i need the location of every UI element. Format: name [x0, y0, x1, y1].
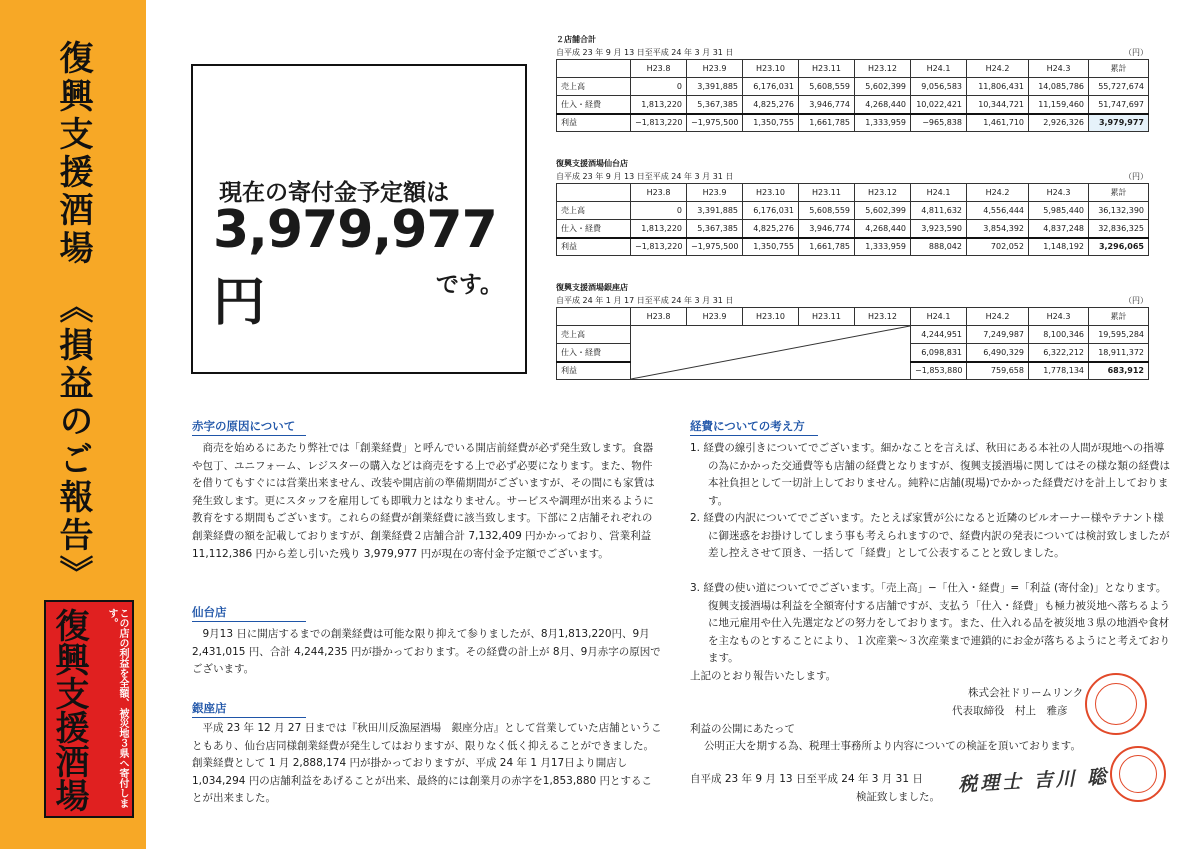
cell: 2,926,326 — [1029, 114, 1089, 132]
cumulative-profit-cell: 3,296,065 — [1089, 238, 1149, 256]
cell: 759,658 — [967, 362, 1029, 380]
table-row — [557, 238, 1149, 256]
cell: 10,022,421 — [911, 96, 967, 114]
cell: 32,836,325 — [1089, 220, 1149, 238]
cell: 1,813,220 — [631, 220, 687, 238]
table-unit: （円） — [1124, 48, 1148, 57]
cell: 4,268,440 — [855, 96, 911, 114]
company-name: 株式会社ドリームリンク — [968, 687, 1084, 699]
cell: 5,608,559 — [799, 202, 855, 220]
column-header: H23.9 — [687, 60, 743, 78]
table-unit: （円） — [1124, 172, 1148, 181]
cell: 5,367,385 — [687, 220, 743, 238]
column-header: H24.3 — [1029, 60, 1089, 78]
row-label: 仕入・経費 — [557, 96, 631, 114]
table-caption: 復興支援酒場銀座店 — [556, 283, 628, 292]
column-header: 累計 — [1089, 184, 1149, 202]
donation-callout — [191, 64, 527, 374]
column-header: H23.10 — [743, 184, 799, 202]
table-block-total — [556, 34, 1148, 132]
logo-sub-text: この店の利益を全額、被災地３県へ寄付します。 — [106, 608, 128, 808]
cell: 51,747,697 — [1089, 96, 1149, 114]
cell: 1,778,134 — [1029, 362, 1089, 380]
heading-sendai: 仙台店 — [192, 604, 306, 622]
cell: −1,853,880 — [911, 362, 967, 380]
sendai-table — [556, 183, 1149, 256]
diagonal-line — [631, 326, 910, 379]
cell: −1,813,220 — [631, 114, 687, 132]
cell: 1,350,755 — [743, 238, 799, 256]
no-data-diagonal — [631, 326, 911, 380]
table-range-row — [556, 46, 1148, 59]
table-row — [557, 114, 1149, 132]
column-header: H23.9 — [687, 184, 743, 202]
cell: 3,923,590 — [911, 220, 967, 238]
column-header: H24.2 — [967, 184, 1029, 202]
verification-statement: 検証致しました。 — [856, 791, 940, 803]
cell: 702,052 — [967, 238, 1029, 256]
total-table — [556, 59, 1149, 132]
tax-accountant-signature: 税理士 吉川 聡 — [957, 766, 1110, 796]
cell: 6,098,831 — [911, 344, 967, 362]
cell: 0 — [631, 202, 687, 220]
cell: 19,595,284 — [1089, 326, 1149, 344]
column-header: H23.12 — [855, 60, 911, 78]
row-label: 利益 — [557, 238, 631, 256]
column-header: H23.11 — [799, 308, 855, 326]
cell: 4,244,951 — [911, 326, 967, 344]
ginza-paragraph: 平成 23 年 12 月 27 日までは『秋田川反漁屋酒場 銀座分店』として営業していた店舗ということもあり、仙台店同様創業経費が発生してはおりますが、限りなく低く抑えることができました。創業経費として 1 月 2,888,174 円が掛かっておりますが、平成 24 年 1 月17日より開店し 1,034,294 円の店舗利益をあげることが出来、最終的には創業月の赤字を1,853,880 円とすることが出来ました。 — [192, 722, 662, 805]
disclosure-heading: 利益の公開にあたって — [690, 723, 795, 735]
cell: 1,148,192 — [1029, 238, 1089, 256]
row-label: 利益 — [557, 114, 631, 132]
row-label: 仕入・経費 — [557, 344, 631, 362]
column-header: H23.10 — [743, 308, 799, 326]
cell: 14,085,786 — [1029, 78, 1089, 96]
column-header: H24.1 — [911, 184, 967, 202]
cell: 3,391,885 — [687, 78, 743, 96]
column-header: H23.11 — [799, 60, 855, 78]
column-header: H24.3 — [1029, 308, 1089, 326]
cell: 4,825,276 — [743, 220, 799, 238]
cell: 55,727,674 — [1089, 78, 1149, 96]
logo-main-text: 復興支援酒場 — [49, 608, 89, 812]
cell: 1,461,710 — [967, 114, 1029, 132]
heading-expense-policy: 経費についての考え方 — [690, 418, 818, 436]
corner-cell — [557, 60, 631, 78]
column-header: 累計 — [1089, 60, 1149, 78]
corner-cell — [557, 308, 631, 326]
corner-cell — [557, 184, 631, 202]
cell: 11,159,460 — [1029, 96, 1089, 114]
cell: 5,608,559 — [799, 78, 855, 96]
cell: 1,661,785 — [799, 114, 855, 132]
cell: 888,042 — [911, 238, 967, 256]
column-header: H23.12 — [855, 184, 911, 202]
cell: 4,811,632 — [911, 202, 967, 220]
column-header: H24.1 — [911, 308, 967, 326]
report-closing: 上記のとおり報告いたします。 — [690, 670, 837, 682]
table-period: 自平成 24 年 1 月 17 日至平成 24 年 3 月 31 日 — [556, 296, 734, 305]
table-range-row — [556, 294, 1148, 307]
cell: 5,602,399 — [855, 202, 911, 220]
column-header: H23.11 — [799, 184, 855, 202]
expense-item-3: 3. 経費の使い道についてでございます。「売上高」−「仕入・経費」=「利益 (寄付金)」となります。復興支援酒場は利益を全額寄付する店舗ですが、支払う「仕入・経費」も極力被災地へ落ちるように地元雇用や仕入先選定などの努力をしております。また、仕入れる品を被災地３県の地酒や食材を主なものとすることにより、１次産業〜３次産業まで連鎖的にお金が落ちるようにと考えております。 — [690, 582, 1170, 665]
donation-amount: 3,979,977円 — [213, 200, 497, 333]
logo-badge — [44, 600, 134, 818]
cell: 10,344,721 — [967, 96, 1029, 114]
column-header: H24.2 — [967, 60, 1029, 78]
row-label: 仕入・経費 — [557, 220, 631, 238]
column-header: H23.8 — [631, 184, 687, 202]
column-header: H23.12 — [855, 308, 911, 326]
cell: 0 — [631, 78, 687, 96]
row-label: 売上高 — [557, 202, 631, 220]
row-label: 利益 — [557, 362, 631, 380]
cell: 7,249,987 — [967, 326, 1029, 344]
cell: 3,946,774 — [799, 220, 855, 238]
table-caption: 復興支援酒場仙台店 — [556, 159, 628, 168]
table-row — [557, 78, 1149, 96]
cell: −1,813,220 — [631, 238, 687, 256]
expense-item-1: 1. 経費の線引きについてでございます。細かなことを言えば、秋田にある本社の人間が現地への指導の為にかかった交通費等も店舗の経費となりますが、復興支援酒場に関してはその様な類の経費は本社負担として一切計上しておりません。純粋に店舗(現場)でかかった経費だけを計上しております。 — [690, 442, 1170, 507]
cell: 6,322,212 — [1029, 344, 1089, 362]
heading-ginza: 銀座店 — [192, 700, 306, 718]
cell: 9,056,583 — [911, 78, 967, 96]
expense-item-2: 2. 経費の内訳についてでございます。たとえば家賃が公になると近隣のビルオーナー様やテナント様に御迷惑をお掛けしてしまう事も考えられますので、経費内訳の発表については検討致しましたが差し控えさせて頂き、一括して「経費」として公表することと致しました。 — [690, 512, 1170, 560]
cell: 5,602,399 — [855, 78, 911, 96]
cumulative-profit-cell: 3,979,977 — [1089, 114, 1149, 132]
table-block-ginza — [556, 282, 1148, 380]
cell: 1,813,220 — [631, 96, 687, 114]
column-header: H24.3 — [1029, 184, 1089, 202]
cell: 3,854,392 — [967, 220, 1029, 238]
tax-accountant-seal-inner-ring — [1119, 755, 1157, 793]
table-row — [557, 202, 1149, 220]
row-label: 売上高 — [557, 78, 631, 96]
table-period: 自平成 23 年 9 月 13 日至平成 24 年 3 月 31 日 — [556, 172, 734, 181]
table-block-sendai — [556, 158, 1148, 256]
column-header: H23.8 — [631, 60, 687, 78]
cell: 11,806,431 — [967, 78, 1029, 96]
column-header: H23.10 — [743, 60, 799, 78]
column-header: H24.2 — [967, 308, 1029, 326]
cell: 1,333,959 — [855, 114, 911, 132]
disclosure-body: 公明正大を期する為、税理士事務所より内容についての検証を頂いております。 — [704, 740, 1081, 752]
ginza-table — [556, 307, 1149, 380]
sidebar-band — [0, 0, 146, 849]
cell: 5,367,385 — [687, 96, 743, 114]
cell: 3,391,885 — [687, 202, 743, 220]
deficit-paragraph: 商売を始めるにあたり弊社では「創業経費」と呼んでいる開店前経費が必ず発生致します。食器や包丁、ユニフォーム、レジスターの購入などは商売をする上で必ず必要になります。また、物件を借りてもすぐには営業出来ません、改装や開店前の準備期間がございますが、その間にも家賃は発生致します。更にスタッフを雇用しても即戦力とはなりません。サービスや調理が出来るように教育をする期間もございます。これらの経費が創業経費に該当致します。下部に２店舗それぞれの創業経費の額を記載しておりますが、創業経費２店舗合計 7,132,409 円かかっており、営業利益 11,112,386 円から差し引いた残り 3,979,977 円が現在の寄付金予定額でございます。 — [192, 442, 655, 560]
cell: −965,838 — [911, 114, 967, 132]
cell: 18,911,372 — [1089, 344, 1149, 362]
verification-period: 自平成 23 年 9 月 13 日至平成 24 年 3 月 31 日 — [690, 773, 923, 785]
table-row — [557, 96, 1149, 114]
sendai-paragraph: 9月13 日に開店するまでの創業経費は可能な限り抑えて参りましたが、8月1,813,220円、9月 2,431,015 円、合計 4,244,235 円が掛かっております。その経費の計上が 8月、9月赤字の原因でございます。 — [192, 628, 661, 676]
cell: 1,350,755 — [743, 114, 799, 132]
cell: −1,975,500 — [687, 238, 743, 256]
row-label: 売上高 — [557, 326, 631, 344]
representative-name: 代表取締役 村上 雅彦 — [952, 705, 1068, 717]
company-seal-inner-ring — [1095, 683, 1137, 725]
cell: 3,946,774 — [799, 96, 855, 114]
cumulative-profit-cell: 683,912 — [1089, 362, 1149, 380]
cell: 6,176,031 — [743, 202, 799, 220]
column-header: H24.1 — [911, 60, 967, 78]
cell: 8,100,346 — [1029, 326, 1089, 344]
cell: −1,975,500 — [687, 114, 743, 132]
cell: 1,661,785 — [799, 238, 855, 256]
table-range-row — [556, 170, 1148, 183]
cell: 4,837,248 — [1029, 220, 1089, 238]
table-row — [557, 326, 1149, 344]
table-period: 自平成 23 年 9 月 13 日至平成 24 年 3 月 31 日 — [556, 48, 734, 57]
column-header: 累計 — [1089, 308, 1149, 326]
cell: 4,556,444 — [967, 202, 1029, 220]
cell: 5,985,440 — [1029, 202, 1089, 220]
column-header: H23.8 — [631, 308, 687, 326]
cell: 4,268,440 — [855, 220, 911, 238]
callout-intro: 現在の寄付金予定額は — [219, 180, 449, 206]
cell: 6,490,329 — [967, 344, 1029, 362]
report-title: 復興支援酒場 《損益のご報告》 — [53, 40, 93, 593]
cell: 1,333,959 — [855, 238, 911, 256]
callout-suffix: です。 — [435, 272, 503, 298]
cell: 4,825,276 — [743, 96, 799, 114]
tax-accountant-seal — [1110, 746, 1166, 802]
company-seal — [1085, 673, 1147, 735]
cell: 6,176,031 — [743, 78, 799, 96]
heading-deficit-causes: 赤字の原因について — [192, 418, 306, 436]
cell: 36,132,390 — [1089, 202, 1149, 220]
column-header: H23.9 — [687, 308, 743, 326]
table-caption: ２店舗合計 — [556, 35, 596, 44]
table-unit: （円） — [1124, 296, 1148, 305]
table-row — [557, 220, 1149, 238]
